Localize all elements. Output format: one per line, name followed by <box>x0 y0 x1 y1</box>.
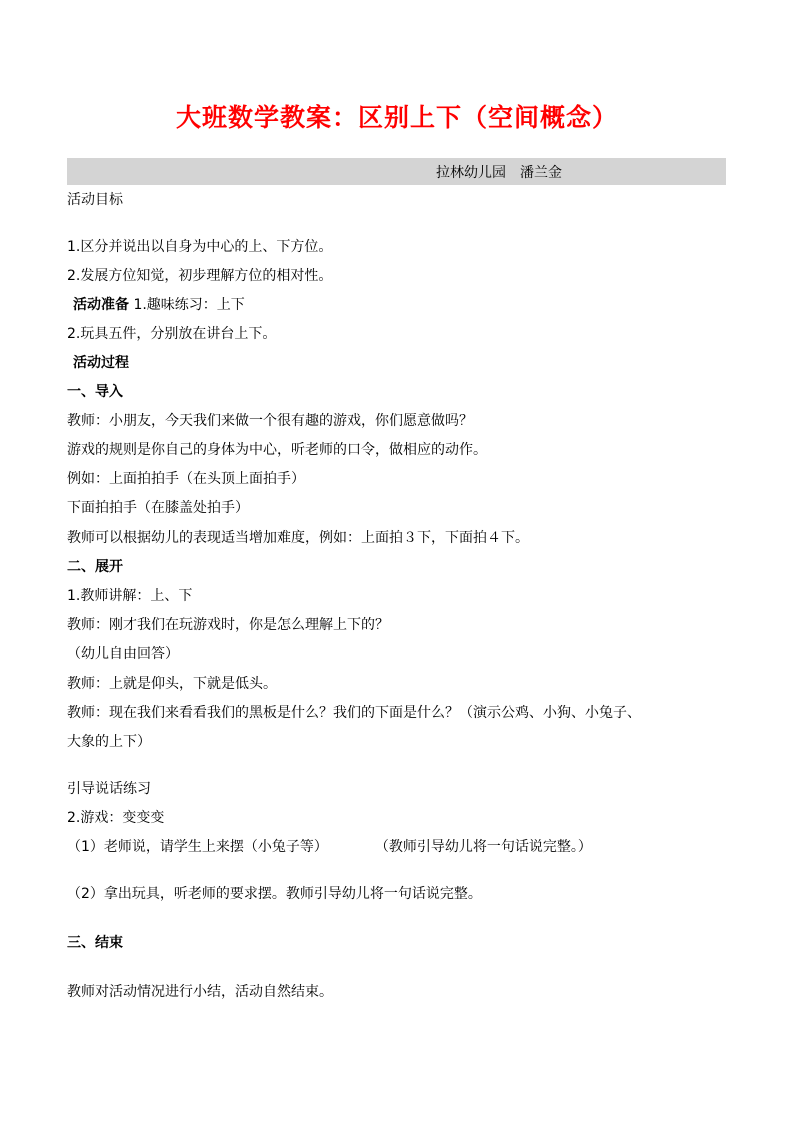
section-2-line-1: 1.教师讲解：上、下 <box>67 588 193 604</box>
document-title: 大班数学教案：区别上下（空间概念） <box>175 103 618 132</box>
section-1-line-4: 下面拍拍手（在膝盖处拍手） <box>67 500 249 516</box>
section-1-line-1: 教师：小朋友，今天我们来做一个很有趣的游戏，你们愿意做吗？ <box>67 413 473 429</box>
section-2-line-7: 引导说话练习 <box>67 781 151 797</box>
section-3-heading: 三、结束 <box>67 935 123 951</box>
section-1-line-2: 游戏的规则是你自己的身体为中心，听老师的口令，做相应的动作。 <box>67 442 487 458</box>
prep-item-1: 1.趣味练习：上下 <box>129 297 245 313</box>
section-2-line-4: 教师：上就是仰头，下就是低头。 <box>67 676 277 692</box>
section-2-line-5: 教师：现在我们来看看我们的黑板是什么？我们的下面是什么？（演示公鸡、小狗、小兔子、 <box>67 705 641 721</box>
prep-heading: 活动准备 <box>73 297 129 313</box>
process-heading: 活动过程 <box>73 355 129 371</box>
section-1-line-3: 例如：上面拍拍手（在头顶上面拍手） <box>67 471 305 487</box>
goal-item-1: 1.区分并说出以自身为中心的上、下方位。 <box>67 239 333 255</box>
section-2-line-10: （2）拿出玩具，听老师的要求摆。教师引导幼儿将一句话说完整。 <box>67 886 482 902</box>
author-line: 拉林幼儿园 潘兰金 <box>436 165 562 181</box>
section-2-line-2: 教师：刚才我们在玩游戏时，你是怎么理解上下的？ <box>67 617 389 633</box>
section-2-line-6: 大象的上下） <box>67 734 151 750</box>
prep-line <box>67 295 245 315</box>
author-bar <box>67 158 726 185</box>
goal-item-2: 2.发展方位知觉，初步理解方位的相对性。 <box>67 268 333 284</box>
section-2-line-9-part-1: （1）老师说，请学生上来摆（小兔子等） <box>67 839 328 855</box>
section-2-line-8: 2.游戏：变变变 <box>67 810 165 826</box>
section-2-heading: 二、展开 <box>67 559 123 575</box>
section-2-line-9-part-2: （教师引导幼儿将一句话说完整。） <box>381 839 592 855</box>
section-1-heading: 一、导入 <box>67 384 123 400</box>
section-3-line-1: 教师对活动情况进行小结，活动自然结束。 <box>67 984 333 1000</box>
section-1-line-5: 教师可以根据幼儿的表现适当增加难度，例如：上面拍３下，下面拍４下。 <box>67 530 529 546</box>
section-2-line-9 <box>67 837 592 857</box>
goal-heading: 活动目标 <box>67 192 123 208</box>
section-2-line-3: （幼儿自由回答） <box>67 646 179 662</box>
prep-item-2: 2.玩具五件，分别放在讲台上下。 <box>67 326 277 342</box>
